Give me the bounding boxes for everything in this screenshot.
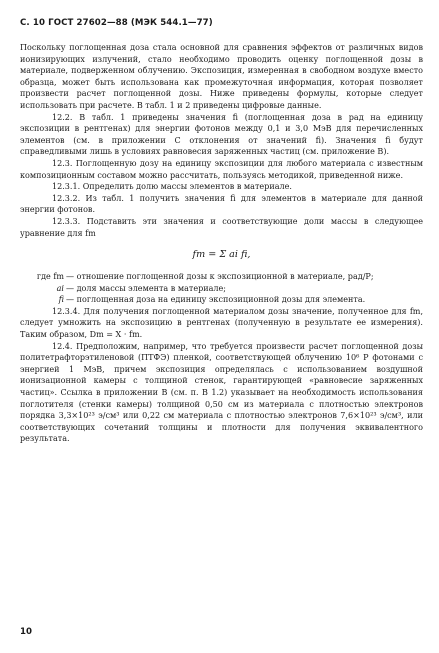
definition-fm [20, 271, 423, 283]
definition-fi-term: fi [58, 295, 64, 305]
paragraph-12-3-1: 12.3.1. Определить долю массы элементов в материале. [52, 182, 292, 192]
formula-fm: fm = Σ ai fi, [192, 249, 251, 261]
definition-ai-text: — доля массы элемента в материале; [66, 283, 227, 293]
definition-fm-term: где fm [36, 272, 64, 282]
paragraph-12-3: 12.3. Поглощенную дозу на единицу экспозиции для любого материала с известным композиционным составом можно рассчитать, пользуясь методикой, приведенной ниже. [20, 158, 423, 180]
definition-fi [20, 294, 423, 306]
page-number: 10 [20, 627, 32, 637]
running-header: С. 10 ГОСТ 27602—88 (МЭК 544.1—77) [20, 18, 213, 28]
paragraph-12-3-4: 12.3.4. Для получения поглощенной материалом дозы значение, полученное для fm, следует умножить на экспозицию в рентгенах (полученную в результате ее измерения). Таким образом, Dm = X · fm. [20, 306, 423, 340]
definition-fm-text: — отношение поглощенной дозы к экспозиционной в материале, рад/Р; [66, 272, 374, 282]
paragraph-12-4: 12.4. Предположим, например, что требуется произвести расчет поглощенной дозы политетрафторэтиленовой (ПТФЭ) пленкой, соответствующей облучению 10⁶ Р фотонами с энергией 1 МэВ, причем экспозиция определялась с использованием воздушной ионизационной камеры с толщиной стенок, гарантирующей «равновесие заряженных частиц». Ссылка в приложении В (см. п. В 1.2) указывает на необходимость использования поглотителя (стенки камеры) толщиной 0,50 см из материала с плотностью электронов порядка 3,3×10²³ э/см³ или 0,22 см материала с плотностью электронов 7,6×10²³ э/см³, или соответствующих сочетаний толщины и плотности для получения эквивалентного результата. [20, 341, 423, 444]
definition-ai [20, 283, 423, 295]
paragraph-12-3-2: 12.3.2. Из табл. 1 получить значения fi для элементов в материале для данной энергии фотонов. [20, 193, 423, 215]
paragraph-intro: Поскольку поглощенная доза стала основной для сравнения эффектов от различных видов ионизирующих излучений, стало необходимо проводить оценку поглощенной дозы в материале, подверженном облучению. Экспозиция, измеренная в свободном воздухе вместо образца, может быть использована как промежуточная информация, которая позволяет произвести расчет поглощенной дозы. Ниже приведены формулы, которые следует использовать при расчете. В табл. 1 и 2 приведены цифровые данные. [20, 43, 423, 110]
document-page [20, 18, 423, 445]
definition-fi-text: — поглощенная доза на единицу экспозиционной дозы для элемента. [66, 295, 366, 305]
paragraph-12-3-3: 12.3.3. Подставить эти значения и соответствующие доли массы в следующее уравнение для fm [20, 216, 423, 238]
definition-ai-term: ai [56, 283, 64, 293]
paragraph-12-2: 12.2. В табл. 1 приведены значения fi (поглощенная доза в рад на единицу экспозиции в рентгенах) для энергии фотонов между 0,1 и 3,0 МэВ для перечисленных элементов (см. в приложении С отклонения от значений fi). Значения fi будут справедливыми лишь в условиях равновесия заряженных частиц (см. приложение В). [20, 112, 423, 157]
